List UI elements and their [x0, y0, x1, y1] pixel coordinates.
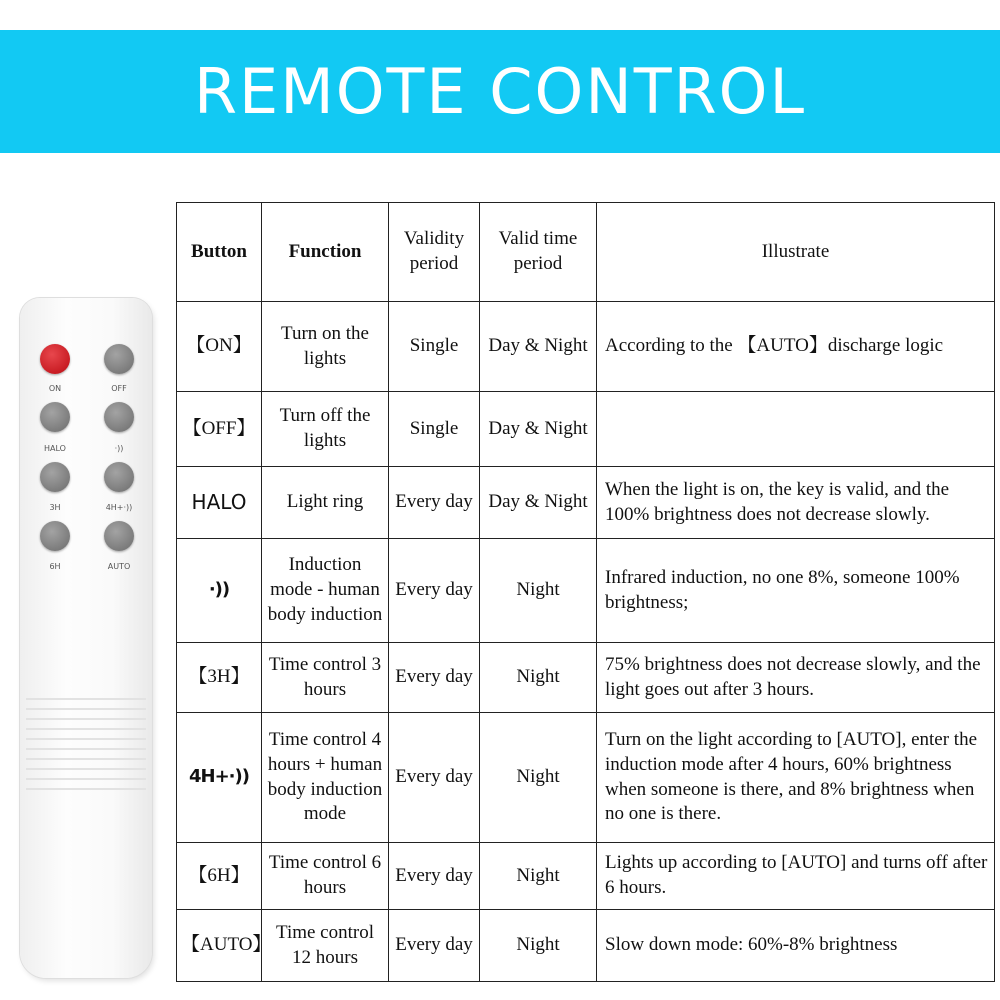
table-row: [177, 843, 995, 910]
halo-label: HALO: [191, 489, 247, 514]
cell-illustrate: Lights up according to [AUTO] and turns off after 6 hours.: [597, 843, 995, 910]
cell-illustrate: Turn on the light according to [AUTO], enter the induction mode after 4 hours, 60% brightness when someone is there, and 8% brightness when no one is there.: [597, 713, 995, 843]
table-row: [177, 392, 995, 467]
page-title: REMOTE CONTROL: [193, 55, 807, 128]
cell-illustrate: 75% brightness does not decrease slowly, and the light goes out after 3 hours.: [597, 643, 995, 713]
cell-function: Turn on the lights: [262, 302, 389, 392]
remote-label-induction: ·)): [114, 444, 124, 453]
cell-illustrate: Slow down mode: 60%-8% brightness: [597, 910, 995, 982]
cell-validity: Every day: [389, 643, 480, 713]
cell-button: 【6H】: [177, 843, 262, 910]
cell-valid-time: Night: [480, 843, 597, 910]
remote-label-on: ON: [48, 384, 62, 393]
remote-4h-button: [104, 462, 134, 492]
cell-button: [177, 713, 262, 843]
title-banner: [0, 30, 1000, 153]
remote-induction-button: [104, 402, 134, 432]
remote-control-illustration: [20, 298, 152, 978]
induction-wave-icon: ·)): [208, 579, 230, 601]
cell-illustrate: Infrared induction, no one 8%, someone 100% brightness;: [597, 539, 995, 643]
cell-validity: Every day: [389, 910, 480, 982]
remote-label-3h: 3H: [49, 503, 61, 512]
cell-valid-time: Day & Night: [480, 392, 597, 467]
table-row: [177, 302, 995, 392]
remote-label-4h: 4H+·)): [105, 503, 133, 512]
header-valid-time: Valid time period: [480, 203, 597, 302]
table-row: [177, 643, 995, 713]
remote-function-table: [176, 202, 995, 982]
grip-line: [26, 738, 146, 740]
remote-label-halo: HALO: [44, 444, 66, 453]
grip-line: [26, 708, 146, 710]
cell-function: Time control 4 hours + human body induction mode: [262, 713, 389, 843]
table-row: [177, 713, 995, 843]
cell-validity: Every day: [389, 713, 480, 843]
table-row: [177, 910, 995, 982]
cell-valid-time: Day & Night: [480, 302, 597, 392]
remote-halo-button: [40, 402, 70, 432]
remote-3h-button: [40, 462, 70, 492]
table-row: [177, 467, 995, 539]
grip-line: [26, 728, 146, 730]
header-illustrate: Illustrate: [597, 203, 995, 302]
cell-valid-time: Day & Night: [480, 467, 597, 539]
cell-illustrate: When the light is on, the key is valid, and the 100% brightness does not decrease slowly.: [597, 467, 995, 539]
remote-label-off: OFF: [111, 384, 127, 393]
grip-line: [26, 768, 146, 770]
cell-button: 【OFF】: [177, 392, 262, 467]
cell-valid-time: Night: [480, 643, 597, 713]
remote-off-button: [104, 344, 134, 374]
cell-function: Turn off the lights: [262, 392, 389, 467]
cell-button: [177, 539, 262, 643]
cell-button: [177, 467, 262, 539]
cell-valid-time: Night: [480, 910, 597, 982]
remote-label-6h: 6H: [49, 562, 61, 571]
cell-validity: Every day: [389, 539, 480, 643]
remote-auto-button: [104, 521, 134, 551]
remote-6h-button: [40, 521, 70, 551]
header-button: Button: [177, 203, 262, 302]
table-header-row: [177, 203, 995, 302]
cell-validity: Every day: [389, 467, 480, 539]
grip-line: [26, 748, 146, 750]
cell-function: Time control 6 hours: [262, 843, 389, 910]
grip-line: [26, 698, 146, 700]
cell-validity: Single: [389, 392, 480, 467]
cell-validity: Single: [389, 302, 480, 392]
cell-illustrate: According to the 【AUTO】discharge logic: [597, 302, 995, 392]
cell-button: 【ON】: [177, 302, 262, 392]
grip-line: [26, 778, 146, 780]
cell-function: Time control 3 hours: [262, 643, 389, 713]
grip-line: [26, 788, 146, 790]
4h-induction-label: 4H+·)): [189, 766, 249, 788]
cell-button: 【AUTO】: [177, 910, 262, 982]
remote-label-auto: AUTO: [107, 562, 131, 571]
header-validity: Validity period: [389, 203, 480, 302]
cell-valid-time: Night: [480, 539, 597, 643]
header-function: Function: [262, 203, 389, 302]
table-row: [177, 539, 995, 643]
grip-line: [26, 718, 146, 720]
cell-valid-time: Night: [480, 713, 597, 843]
grip-line: [26, 758, 146, 760]
cell-button: 【3H】: [177, 643, 262, 713]
remote-on-button: [40, 344, 70, 374]
cell-validity: Every day: [389, 843, 480, 910]
cell-illustrate: [597, 392, 995, 467]
cell-function: Time control 12 hours: [262, 910, 389, 982]
cell-function: Light ring: [262, 467, 389, 539]
cell-function: Induction mode - human body induction: [262, 539, 389, 643]
